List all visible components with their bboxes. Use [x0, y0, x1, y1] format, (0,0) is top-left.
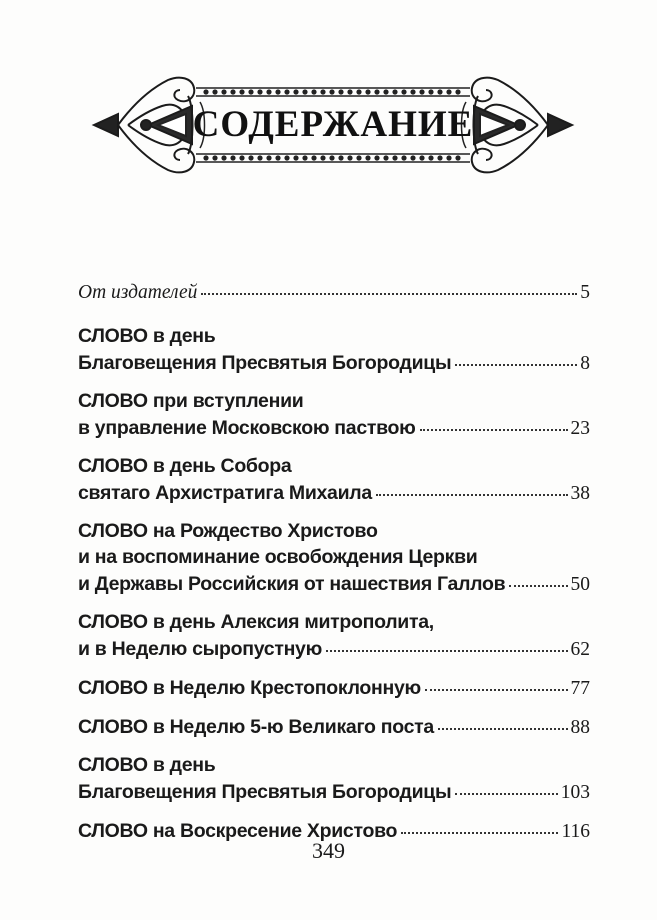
dot-leader	[420, 414, 568, 434]
toc-entry[interactable]	[78, 752, 590, 806]
toc-entry-title-line: и в Неделю сыропустную	[78, 638, 322, 660]
toc-entry[interactable]	[78, 388, 590, 442]
dot-leader	[376, 479, 568, 499]
toc-entry[interactable]	[78, 278, 590, 306]
toc-entry-last-line	[78, 674, 590, 702]
dot-leader	[401, 817, 558, 837]
toc-entry-title-line: СЛОВО в Неделю Крестопоклонную	[78, 677, 421, 699]
toc-entry-title-line: СЛОВО в Неделю 5-ю Великаго поста	[78, 716, 434, 738]
toc-entry-title-line: СЛОВО в день Собора	[78, 455, 292, 477]
dot-leader	[438, 713, 568, 733]
toc-entry-last-line	[78, 278, 590, 306]
toc-entry-title-line: СЛОВО в день Алексия митрополита,	[78, 611, 434, 633]
toc-page-number: 103	[560, 782, 590, 803]
toc-page-number: 77	[570, 678, 590, 699]
page-number: 349	[312, 838, 345, 863]
dot-leader	[326, 635, 568, 655]
toc-entry-title-line: в управление Московскою паствою	[78, 417, 416, 439]
toc-page-number: 8	[580, 353, 590, 374]
dot-leader	[455, 778, 557, 798]
toc-page-number: 62	[570, 639, 590, 660]
toc-entry-title-line: От издателей	[78, 282, 198, 303]
toc-page-number: 38	[570, 483, 590, 504]
toc-entry[interactable]	[78, 453, 590, 507]
dot-leader	[509, 570, 567, 590]
toc-entry-title-line: СЛОВО при вступлении	[78, 390, 304, 412]
toc-entry[interactable]	[78, 518, 590, 598]
toc-entry-last-line	[78, 635, 590, 663]
toc-page-number: 88	[570, 717, 590, 738]
toc-entry-title-line: СЛОВО в день	[78, 325, 216, 347]
toc-entry-title-line: СЛОВО на Рождество Христово	[78, 520, 378, 542]
toc-entry[interactable]	[78, 713, 590, 741]
toc-entry-last-line	[78, 713, 590, 741]
toc-entry[interactable]	[78, 323, 590, 377]
toc-page-number: 23	[570, 418, 590, 439]
toc-entry-title-line: СЛОВО на Воскресение Христово	[78, 820, 398, 842]
dot-leader	[201, 278, 577, 298]
dot-leader	[425, 674, 568, 694]
toc-entry-last-line	[78, 570, 590, 598]
toc-page-number: 116	[561, 821, 590, 842]
toc-entry[interactable]	[78, 609, 590, 663]
toc-entry-title-line: СЛОВО в день	[78, 754, 216, 776]
toc-entry-last-line	[78, 414, 590, 442]
toc-page-number: 5	[580, 282, 590, 303]
toc-entry-title-line: святаго Архистратига Михаила	[78, 482, 372, 504]
toc-entry-last-line	[78, 349, 590, 377]
ornamental-header	[88, 66, 578, 184]
toc-entry-title-line: Благовещения Пресвятыя Богородицы	[78, 781, 452, 803]
toc-entry-last-line	[78, 778, 590, 806]
toc-entry[interactable]	[78, 674, 590, 702]
toc-page-number: 50	[570, 574, 590, 595]
toc-entry-title-line: и на воспоминание освобождения Церкви	[78, 546, 478, 568]
toc-entry-title-line: Благовещения Пресвятыя Богородицы	[78, 352, 452, 374]
dot-leader	[455, 349, 577, 369]
toc-entry-title-line: и Державы Российския от нашествия Галлов	[78, 573, 506, 595]
toc-entry-last-line	[78, 479, 590, 507]
page-title: СОДЕРЖАНИЕ	[192, 104, 474, 145]
